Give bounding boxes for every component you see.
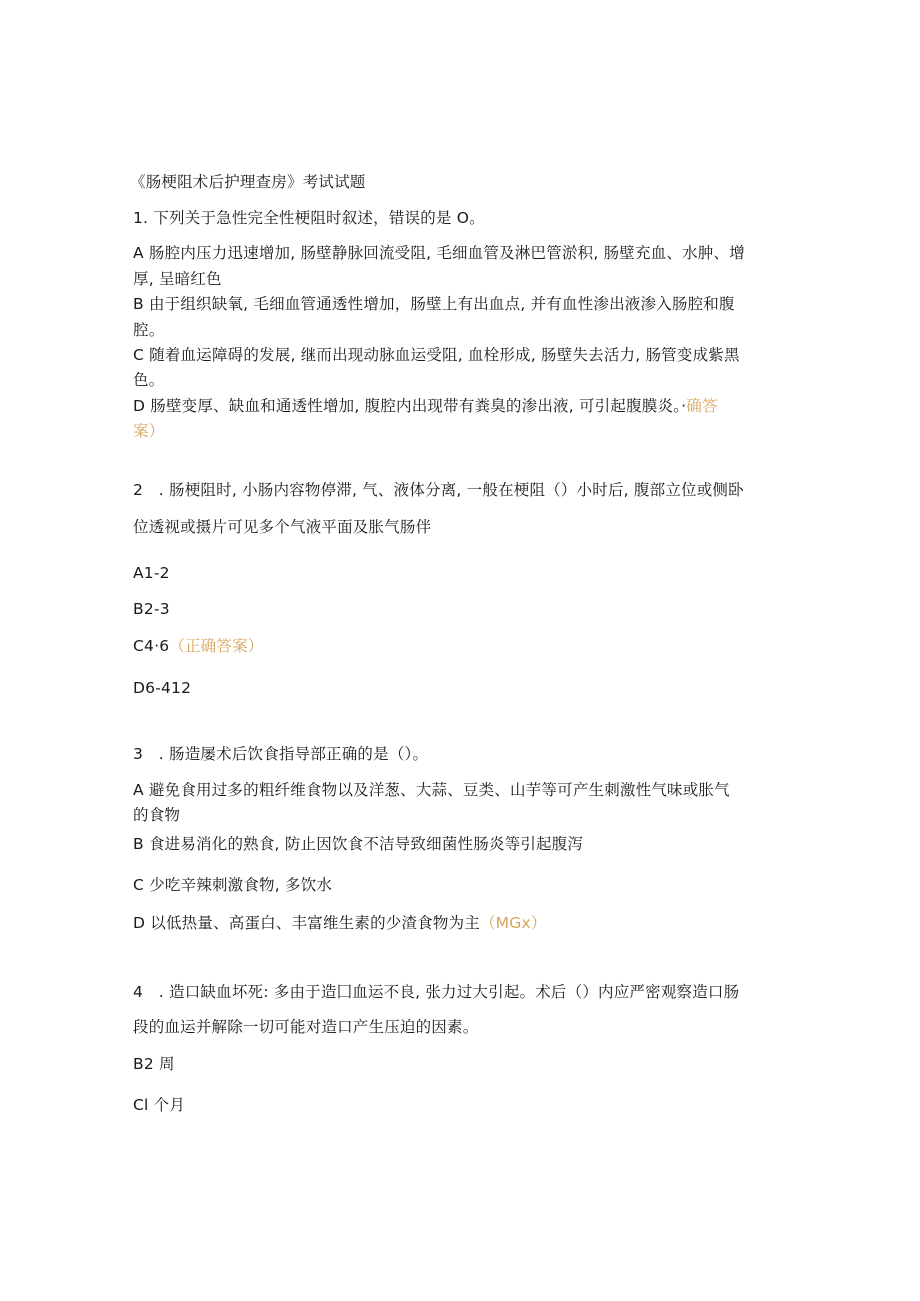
page-title: 《肠梗阻术后护理查房》考试试题	[130, 173, 366, 191]
question-3-answer-mark: （MGx）	[479, 914, 547, 932]
question-1-option-c-line2: 色。	[133, 371, 165, 389]
question-3-option-a-line2: 的食物	[133, 806, 181, 824]
question-1-option-a-line1: A 肠腔内压力迅速增加, 肠壁静脉回流受阻, 毛细血管及淋巴管淤积, 肠壁充血、水肿、增	[133, 244, 745, 262]
question-1-option-d-line1	[133, 394, 793, 418]
question-3-option-d	[133, 911, 793, 935]
question-2-stem-line1: 2 . 肠梗阻时, 小肠内容物停滞, 气、液体分离, 一般在梗阻（）小时后, 腹部立位或侧卧	[133, 481, 744, 499]
question-4-stem-line2: 段的血运并解除一切可能对造口产生压迫的因素。	[133, 1018, 479, 1036]
question-1-answer-mark: 确答	[686, 397, 718, 415]
question-2-option-c-text: C4·6	[133, 637, 170, 655]
question-4-stem-line1: 4 . 造口缺血坏死: 多由于造囗血运不良, 张力过大引起。术后（）内应严密观察造口肠	[133, 983, 740, 1001]
question-1-option-d-text: D 肠壁变厚、缺血和通透性增加, 腹腔内出现带有粪臭的渗出液, 可引起腹膜炎。·	[133, 397, 687, 415]
question-1-option-b-line2: 腔。	[133, 321, 165, 339]
question-3-option-a-line1: A 避免食用过多的粗纤维食物以及洋葱、大蒜、豆类、山芋等可产生刺激性气味或胀气	[133, 781, 730, 799]
question-1-answer-mark-cont: 案）	[133, 422, 165, 440]
question-1-option-a-line2: 厚, 呈暗红色	[133, 270, 222, 288]
question-2-option-a: A1-2	[133, 564, 170, 582]
question-2-option-d: D6-412	[133, 679, 192, 697]
question-1-stem: 1. 下列关于急性完全性梗阻时叙述，错误的是 O。	[133, 209, 485, 227]
question-4-option-c: Cl 个月	[133, 1096, 186, 1114]
question-2-answer-mark: （正确答案）	[169, 637, 264, 655]
question-1-option-c-line1: C 随着血运障碍的发展, 继而出现动脉血运受阻, 血栓形成, 肠壁失去活力, 肠管变成紫黑	[133, 346, 740, 364]
question-2-option-c	[133, 634, 793, 658]
question-2-stem-line2: 位透视或摄片可见多个气液平面及胀气肠伴	[133, 518, 432, 536]
question-1-option-b-line1: B 由于组织缺氧, 毛细血管通透性增加，肠壁上有出血点, 并有血性渗出液渗入肠腔和腹	[133, 295, 735, 313]
question-2-option-b: B2-3	[133, 600, 170, 618]
question-3-stem: 3 . 肠造屡术后饮食指导部正确的是（）。	[133, 745, 429, 763]
question-3-option-b: B 食进易消化的熟食, 防止因饮食不洁导致细菌性肠炎等引起腹泻	[133, 835, 584, 853]
question-3-option-c: C 少吃辛辣刺激食物, 多饮水	[133, 876, 333, 894]
question-4-option-b: B2 周	[133, 1055, 175, 1073]
question-3-option-d-text: D 以低热量、高蛋白、丰富维生素的少渣食物为主	[133, 914, 480, 932]
